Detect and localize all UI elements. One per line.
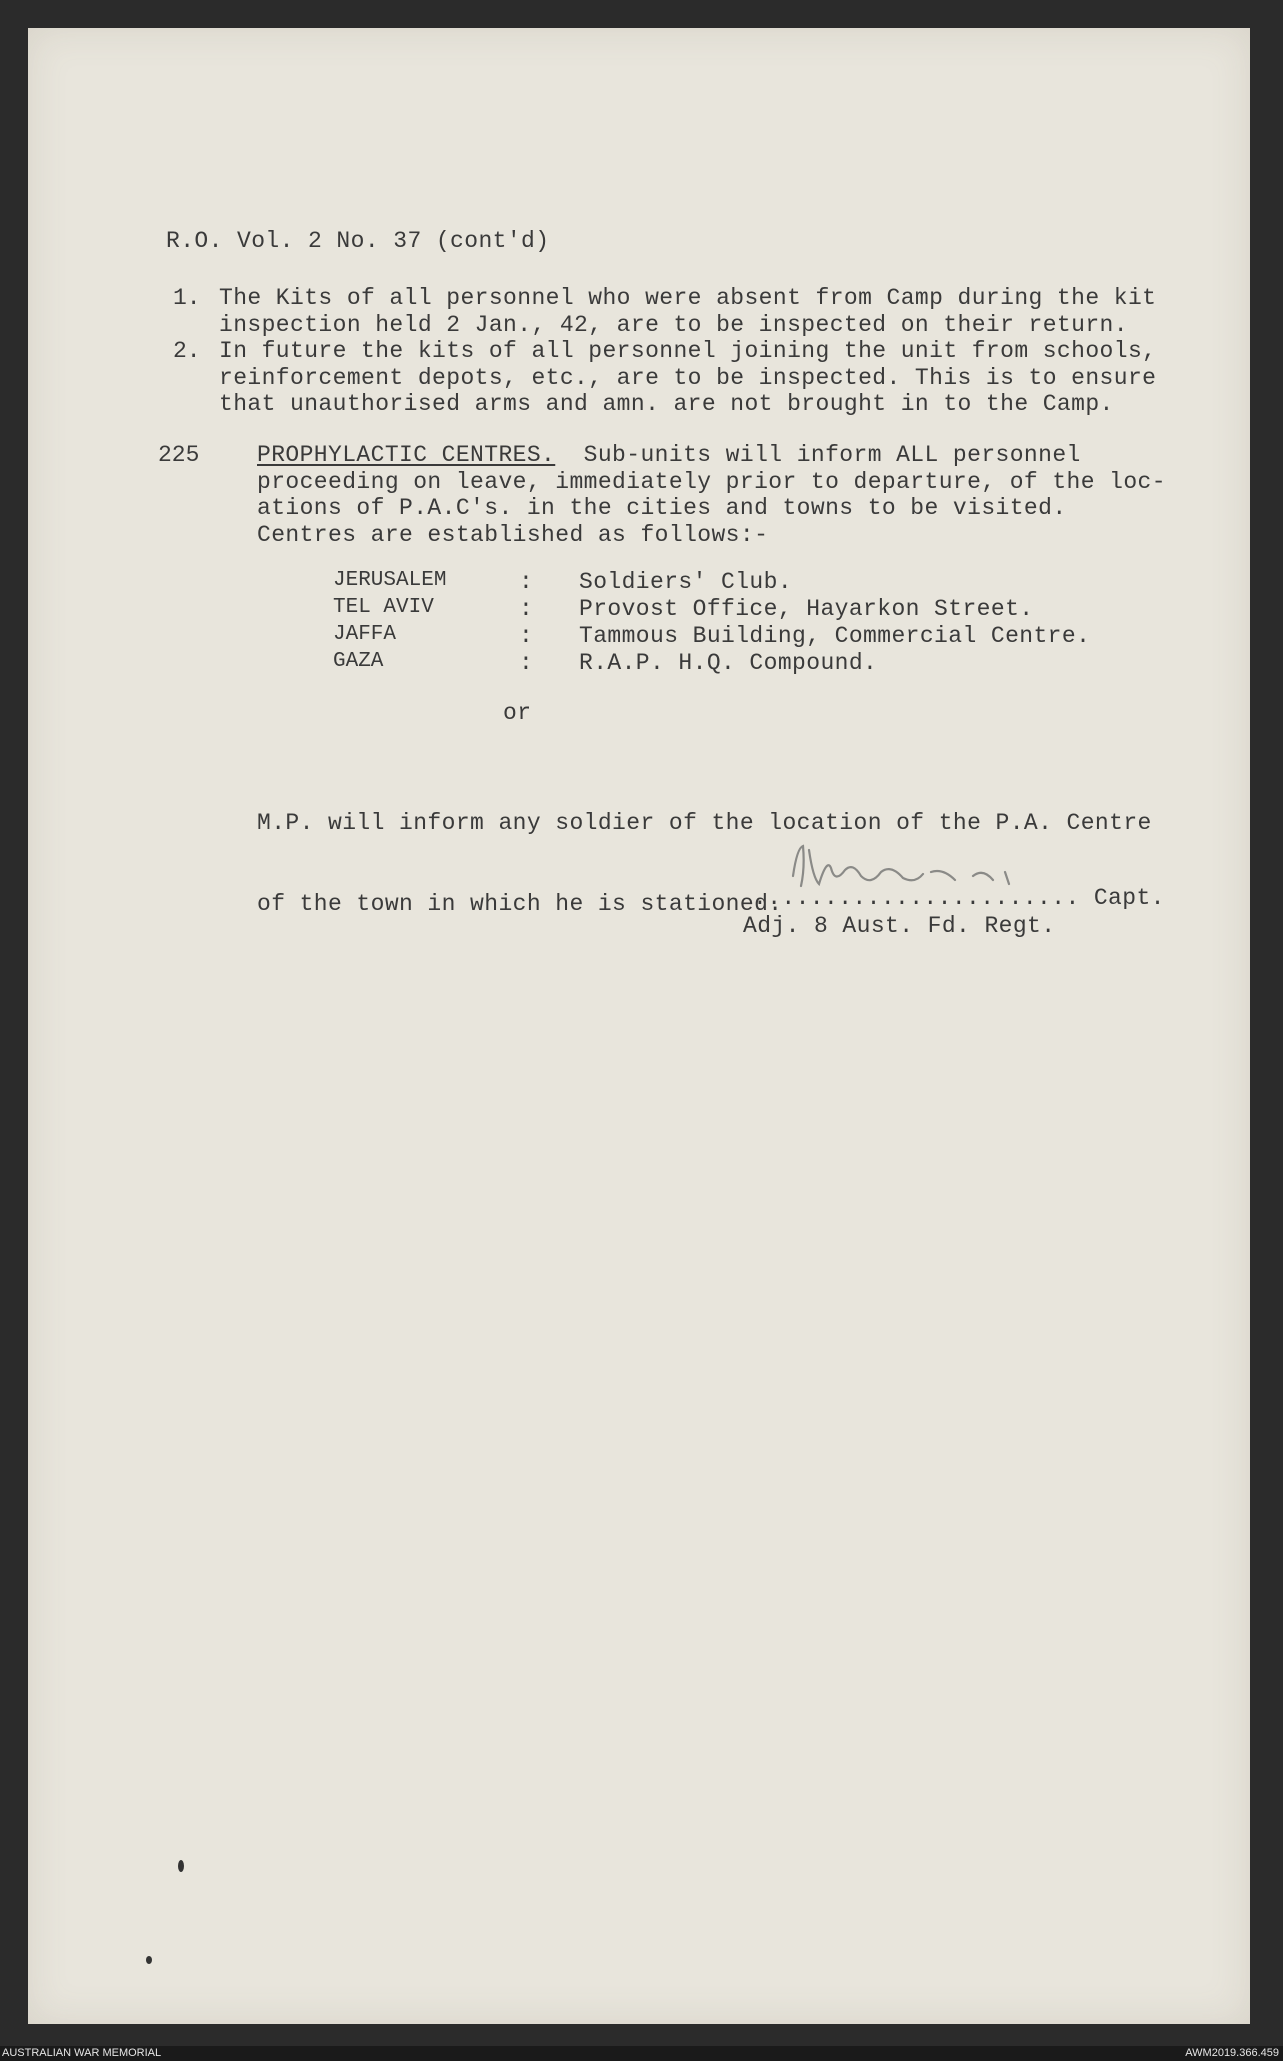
or-text: or [503, 700, 532, 726]
centre-separator: : [519, 623, 533, 649]
archive-footer [0, 2046, 1283, 2061]
section-225-first-line [257, 442, 1166, 469]
centre-location: Tammous Building, Commercial Centre. [579, 623, 1091, 649]
document-page [28, 28, 1250, 2024]
centre-location: Provost Office, Hayarkon Street. [579, 596, 1034, 622]
section-number: 225 [158, 442, 200, 468]
footer-reference: AWM2019.366.459 [1185, 2047, 1279, 2059]
item-2-line: In future the kits of all personnel joining the unit from schools, [219, 338, 1157, 364]
section-225-line: ations of P.A.C's. in the cities and towns to be visited. [257, 495, 1067, 521]
section-225-first-line-rest: Sub-units will inform ALL personnel [555, 442, 1081, 468]
section-225-title: PROPHYLACTIC CENTRES. [257, 442, 556, 468]
item-2-line: that unauthorised arms and amn. are not brought in to the Camp. [219, 391, 1114, 417]
ink-speck [146, 1956, 152, 1964]
centre-separator: : [519, 596, 533, 622]
centre-city: GAZA [333, 650, 384, 673]
signatory-title: Adj. 8 Aust. Fd. Regt. [743, 913, 1056, 939]
centre-city: JERUSALEM [333, 569, 447, 592]
centre-location: R.A.P. H.Q. Compound. [579, 650, 878, 676]
mp-line: of the town in which he is stationed. [257, 890, 783, 917]
item-1-line: inspection held 2 Jan., 42, are to be inspected on their return. [219, 311, 1128, 338]
item-number: 1. [173, 285, 201, 311]
section-225-line: Centres are established as follows:- [257, 521, 769, 548]
centre-city: JAFFA [333, 623, 397, 646]
item-2-line: reinforcement depots, etc., are to be inspected. This is to ensure [219, 364, 1157, 391]
centre-separator: : [519, 569, 533, 595]
footer-institution: AUSTRALIAN WAR MEMORIAL [2, 2047, 162, 2059]
centre-separator: : [519, 650, 533, 676]
signature-line: ....................... Capt. [753, 885, 1165, 911]
section-225-line: proceeding on leave, immediately prior to departure, of the loc- [257, 468, 1166, 495]
item-1-line: The Kits of all personnel who were absent from Camp during the kit [219, 285, 1157, 311]
mp-line: M.P. will inform any soldier of the location of the P.A. Centre [257, 810, 1152, 836]
item-number: 2. [173, 338, 201, 364]
centre-city: TEL AVIV [333, 596, 434, 619]
centre-location: Soldiers' Club. [579, 569, 793, 595]
ink-speck [178, 1860, 184, 1872]
document-heading: R.O. Vol. 2 No. 37 (cont'd) [166, 228, 550, 254]
